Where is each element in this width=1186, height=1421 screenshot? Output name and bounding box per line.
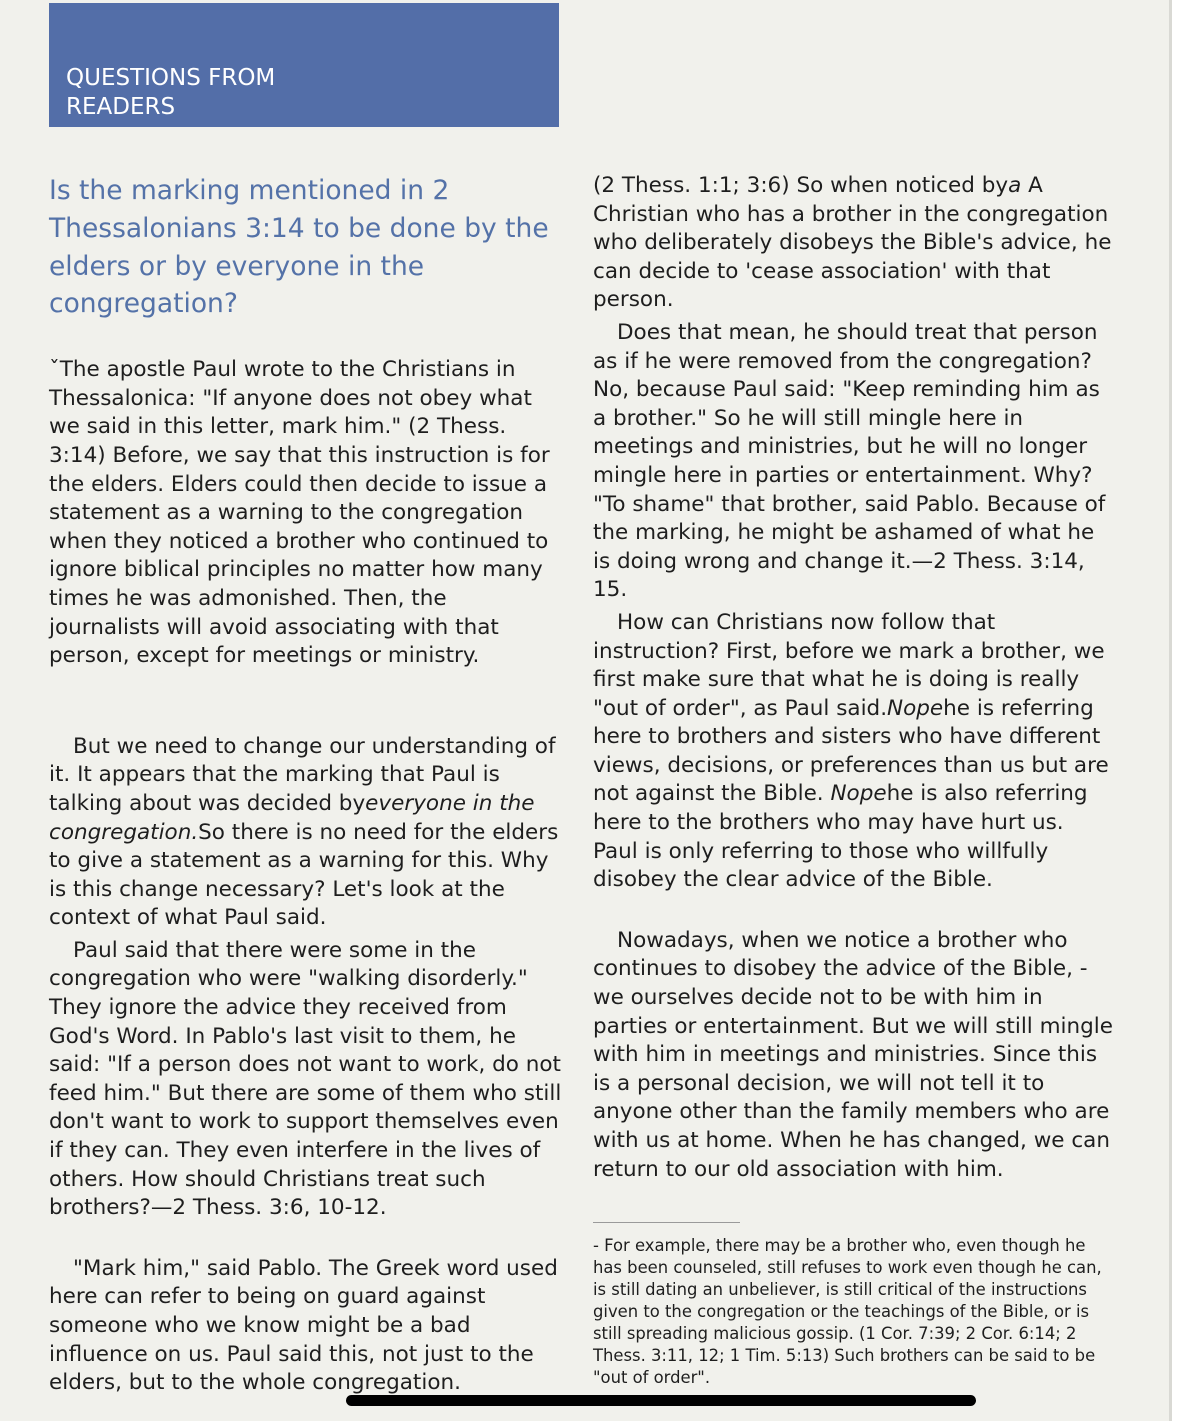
paragraph-5 [593,172,1113,315]
paragraph-7-emphasis-1: Nope [887,695,944,721]
paragraph-7 [593,609,1113,895]
left-column [49,172,564,1398]
paragraph-7-text-a: How can Christians now follow that instruction? First, before we mark a brother, we first make sure that what he is doing is really "out of order", as Paul said. [593,609,1105,721]
home-indicator-bar[interactable] [346,1395,976,1406]
paragraph-3: Paul said that there were some in the congregation who were "walking disorderly." They ignore the advice they received from God's Word. In Pablo's last visit to them, he said: "If a person does not want to work, do not feed him." But there are some of them who still don't want to work to support themselves even if they can. They even interfere in the lives of others. How should Christians treat such brothers?—2 Thess. 3:6, 10-12. [49,937,562,1221]
right-column [593,172,1113,1184]
banner-title-line2: READERS [66,94,176,120]
paragraph-8: Nowadays, when we notice a brother who continues to disobey the advice of the Bible, - we ourselves decide not to be with him in parties or entertainment. But we will still mingle with him in meetings and ministries. Since this is a personal decision, we will not tell it to anyone other than the family members who are with us at home. When he has changed, we can return to our old association with him. [593,927,1114,1182]
question-heading: Is the marking mentioned in 2 Thessalonians 3:14 to be done by the elders or by everyone in the congregation? [49,175,549,320]
paragraph-2-emphasis: everyone in the congregation. [49,790,535,845]
paragraph-6: Does that mean, he should treat that person as if he were removed from the congregation? No, because Paul said: "Keep reminding him as a brother." So he will still mingle here in meetings and ministries, but he will no longer mingle here in parties or entertainment. Why? "To shame" that brother, said Pablo. Because of the marking, he might be ashamed of what he is doing wrong and change it.—2 Thess. 3:14, 15. [593,319,1106,603]
footnote: - For example, there may be a brother who, even though he has been counseled, still refuses to work even though he can, is still dating an unbeliever, is still critical of the instructions given to the congregation or the teachings of the Bible, or is still spreading malicious gossip. (1 Cor. 7:39; 2 Cor. 6:14; 2 Thess. 3:11, 12; 1 Tim. 5:13) Such brothers can be said to be "out of order". [593,1236,1102,1387]
footnote-divider [593,1222,740,1223]
paragraph-7-text-b: he is referring here to brothers and sisters who have different views, decisions, or preferences than us but are not against the Bible. [593,695,1109,807]
paragraph-7-emphasis-2: Nope [830,781,887,807]
section-banner [49,3,559,127]
paragraph-4: "Mark him," said Pablo. The Greek word used here can refer to being on guard against someone who we know might be a bad influence on us. Paul said this, not just to the elders, but to the whole congregation. [49,1255,558,1396]
banner-title-line1: QUESTIONS FROM [66,65,276,91]
paragraph-5-text-a: (2 Thess. 1:1; 3:6) So when noticed by [593,173,1009,198]
paragraph-2 [49,733,564,933]
paragraph-5-text-b: A Christian who has a brother in the congregation who deliberately disobeys the Bible's advice, he can decide to 'cease association' with that person. [593,173,1112,313]
paragraph-5-emphasis: a [1008,173,1022,198]
paragraph-7-text-c: he is also referring here to the brothers who may have hurt us. Paul is only referring to those who willfully disobey the clear advice of the Bible. [593,781,1088,893]
paragraph-1: ˇThe apostle Paul wrote to the Christians in Thessalonica: "If anyone does not obey what we said in this letter, mark him." (2 Thess. 3:14) Before, we say that this instruction is for the elders. Elders could then decide to issue a statement as a warning to the congregation when they noticed a brother who continued to ignore biblical principles no matter how many times he was admonished. Then, the journalists will avoid associating with that person, except for meetings or ministry. [49,357,550,669]
paragraph-2-text-a: But we need to change our understanding of it. It appears that the marking that Paul is talking about was decided by [49,733,556,816]
paragraph-2-text-b: So there is no need for the elders to give a statement as a warning for this. Why is this change necessary? Let's look at the context of what Paul said. [49,819,559,931]
